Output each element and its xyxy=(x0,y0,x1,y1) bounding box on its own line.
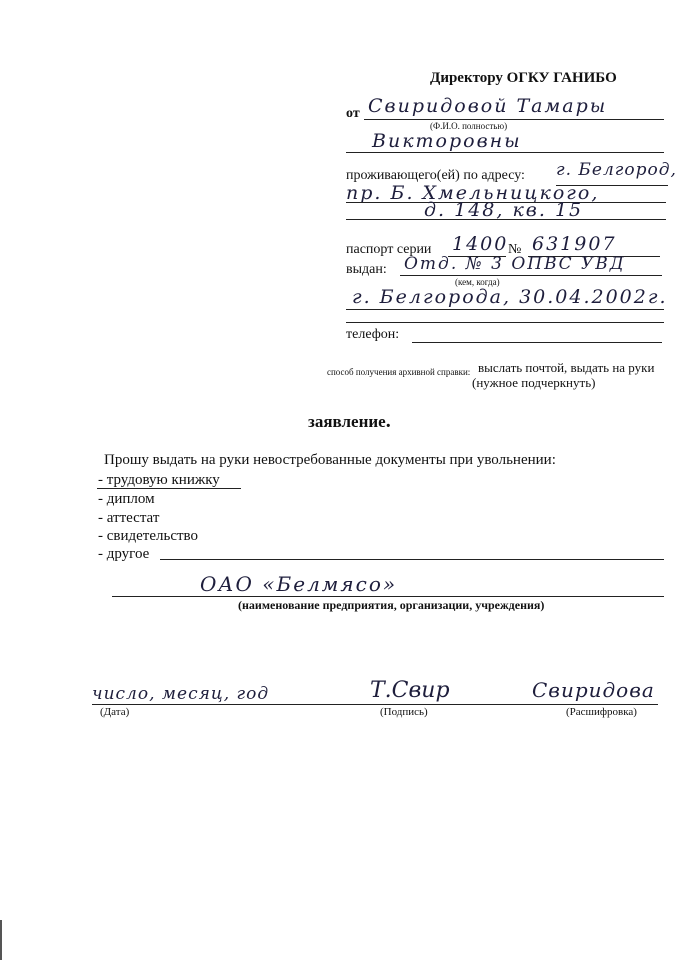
organization-caption: (наименование предприятия, организации, учреждения) xyxy=(238,598,545,612)
phone-underline xyxy=(412,342,662,343)
address-line2: пр. Б. Хмельницкого, xyxy=(346,182,600,204)
from-name-line2: Викторовны xyxy=(372,130,522,152)
from-name-underline xyxy=(364,119,664,120)
decode-underline xyxy=(490,704,658,705)
passport-issued-label: выдан: xyxy=(346,262,387,277)
passport-series-label: паспорт серии xyxy=(346,242,432,257)
passport-issued-caption: (кем, когда) xyxy=(455,277,500,287)
from-name-underline-2 xyxy=(346,152,664,153)
address-label: проживающего(ей) по адресу: xyxy=(346,168,525,183)
request-item: - свидетельство xyxy=(98,528,199,544)
delivery-label: способ получения архивной справки: xyxy=(327,367,471,377)
document-title-text: заявление xyxy=(308,412,386,431)
passport-number-label: № xyxy=(508,242,522,257)
passport-issued-underline xyxy=(400,275,662,276)
fio-caption: (Ф.И.О. полностью) xyxy=(430,121,508,131)
request-item: - диплом xyxy=(98,491,155,507)
from-name-line1: Свиридовой Тамары xyxy=(368,95,608,117)
passport-issued-by: Отд. № 3 ОПВС УВД xyxy=(404,254,626,274)
passport-blank-line xyxy=(346,322,664,323)
date-value: число, месяц, год xyxy=(92,684,270,704)
delivery-note: (нужное подчеркнуть) xyxy=(472,375,596,390)
request-intro: Прошу выдать на руки невостребованные документы при увольнении: xyxy=(104,452,556,468)
document-title-dot: . xyxy=(385,410,391,432)
address-line1: г. Белгород, xyxy=(556,160,677,180)
request-item: - аттестат xyxy=(98,510,160,526)
document-title xyxy=(308,410,391,433)
date-underline xyxy=(92,704,256,705)
passport-issued-underline-2 xyxy=(346,309,664,310)
signature-caption: (Подпись) xyxy=(380,706,428,718)
passport-issued-line2: г. Белгорода, 30.04.2002г. xyxy=(352,286,668,308)
organization-underline xyxy=(112,596,664,597)
delivery-options: выслать почтой, выдать на руки xyxy=(478,360,655,375)
organization-value: ОАО «Белмясо» xyxy=(200,572,398,596)
date-caption: (Дата) xyxy=(100,706,130,718)
request-item: - другое xyxy=(98,546,150,562)
address-line3: д. 148, кв. 15 xyxy=(424,199,584,221)
scan-edge-mark xyxy=(0,920,2,960)
from-label: от xyxy=(346,106,360,121)
other-underline xyxy=(160,559,664,560)
decode-caption: (Расшифровка) xyxy=(566,706,637,718)
address-underline-3 xyxy=(346,219,666,220)
signature-underline xyxy=(256,704,490,705)
addressee: Директору ОГКУ ГАНИБО xyxy=(430,70,617,86)
request-item: - трудовую книжку xyxy=(98,472,220,488)
request-item-underline xyxy=(97,488,241,489)
passport-series: 1400 xyxy=(452,233,509,255)
signature-value: Т.Свир xyxy=(370,678,450,703)
phone-label: телефон: xyxy=(346,327,400,342)
decode-value: Свиридова xyxy=(532,678,655,702)
passport-number: 631907 xyxy=(532,233,617,255)
